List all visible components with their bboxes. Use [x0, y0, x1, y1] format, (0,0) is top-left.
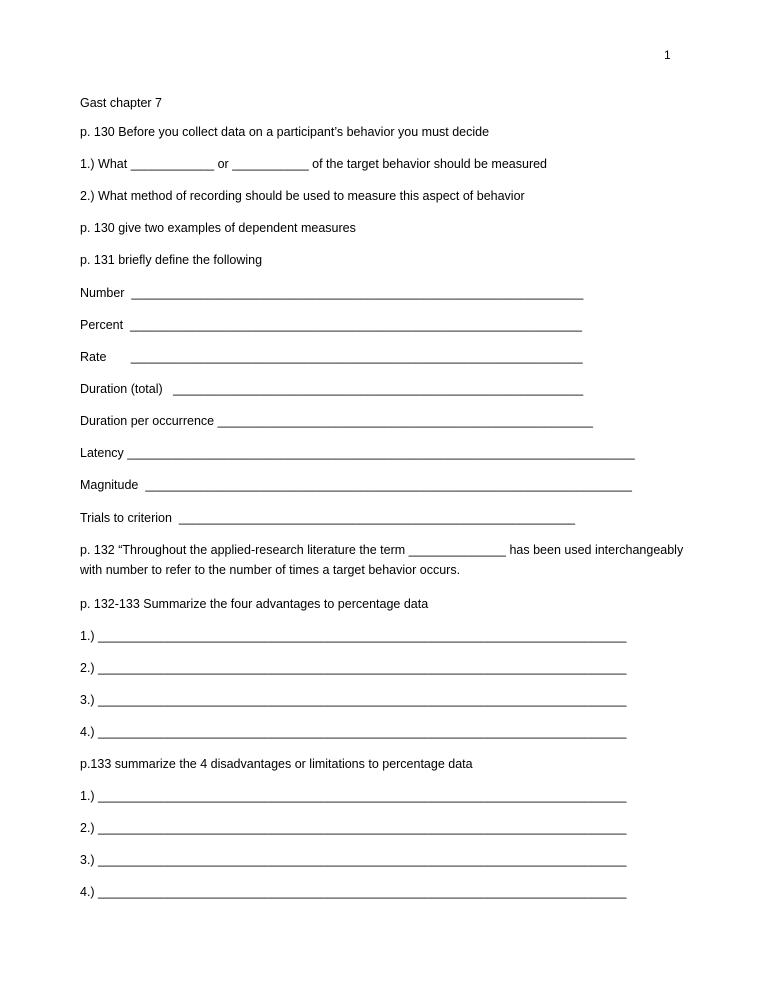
answer-line: 2.) ____________________________________________________________________________: [80, 821, 627, 835]
answer-line: Duration per occurrence ______________________________________________________: [80, 414, 593, 428]
question-line: 2.) What method of recording should be used to measure this aspect of behavior: [80, 189, 525, 203]
question-line: p. 130 Before you collect data on a participant’s behavior you must decide: [80, 125, 490, 139]
question-paragraph: p. 132 “Throughout the applied-research literature the term ______________ has been used interchangeably with number to refer to the number of times a target behavior occurs.: [80, 543, 684, 577]
page-number: 1: [664, 48, 671, 62]
question-line: p.133 summarize the 4 disadvantages or limitations to percentage data: [80, 757, 473, 771]
answer-line: 4.) ____________________________________________________________________________: [80, 885, 627, 899]
question-line: p. 131 briefly define the following: [80, 253, 263, 267]
answer-line: 3.) ____________________________________________________________________________: [80, 853, 627, 867]
answer-line: Number _________________________________________________________________: [80, 286, 584, 300]
answer-line: Magnitude ______________________________________________________________________: [80, 478, 632, 492]
document-heading: Gast chapter 7: [80, 96, 162, 110]
answer-line: 3.) ____________________________________________________________________________: [80, 693, 627, 707]
answer-line: 2.) ____________________________________________________________________________: [80, 661, 627, 675]
answer-line: 1.) ____________________________________________________________________________: [80, 629, 627, 643]
answer-line: Rate _________________________________________________________________: [80, 350, 583, 364]
answer-line: Percent _________________________________________________________________: [80, 318, 582, 332]
question-line: 1.) What ____________ or ___________ of the target behavior should be measured: [80, 157, 548, 171]
answer-line: 1.) ____________________________________________________________________________: [80, 789, 627, 803]
answer-line: Duration (total) ___________________________________________________________: [80, 382, 584, 396]
question-line: p. 130 give two examples of dependent measures: [80, 221, 356, 235]
answer-line: Latency _________________________________________________________________________: [80, 446, 635, 460]
answer-line: Trials to criterion _________________________________________________________: [80, 511, 576, 525]
question-line: p. 132-133 Summarize the four advantages to percentage data: [80, 597, 429, 611]
answer-line: 4.) ____________________________________________________________________________: [80, 725, 627, 739]
